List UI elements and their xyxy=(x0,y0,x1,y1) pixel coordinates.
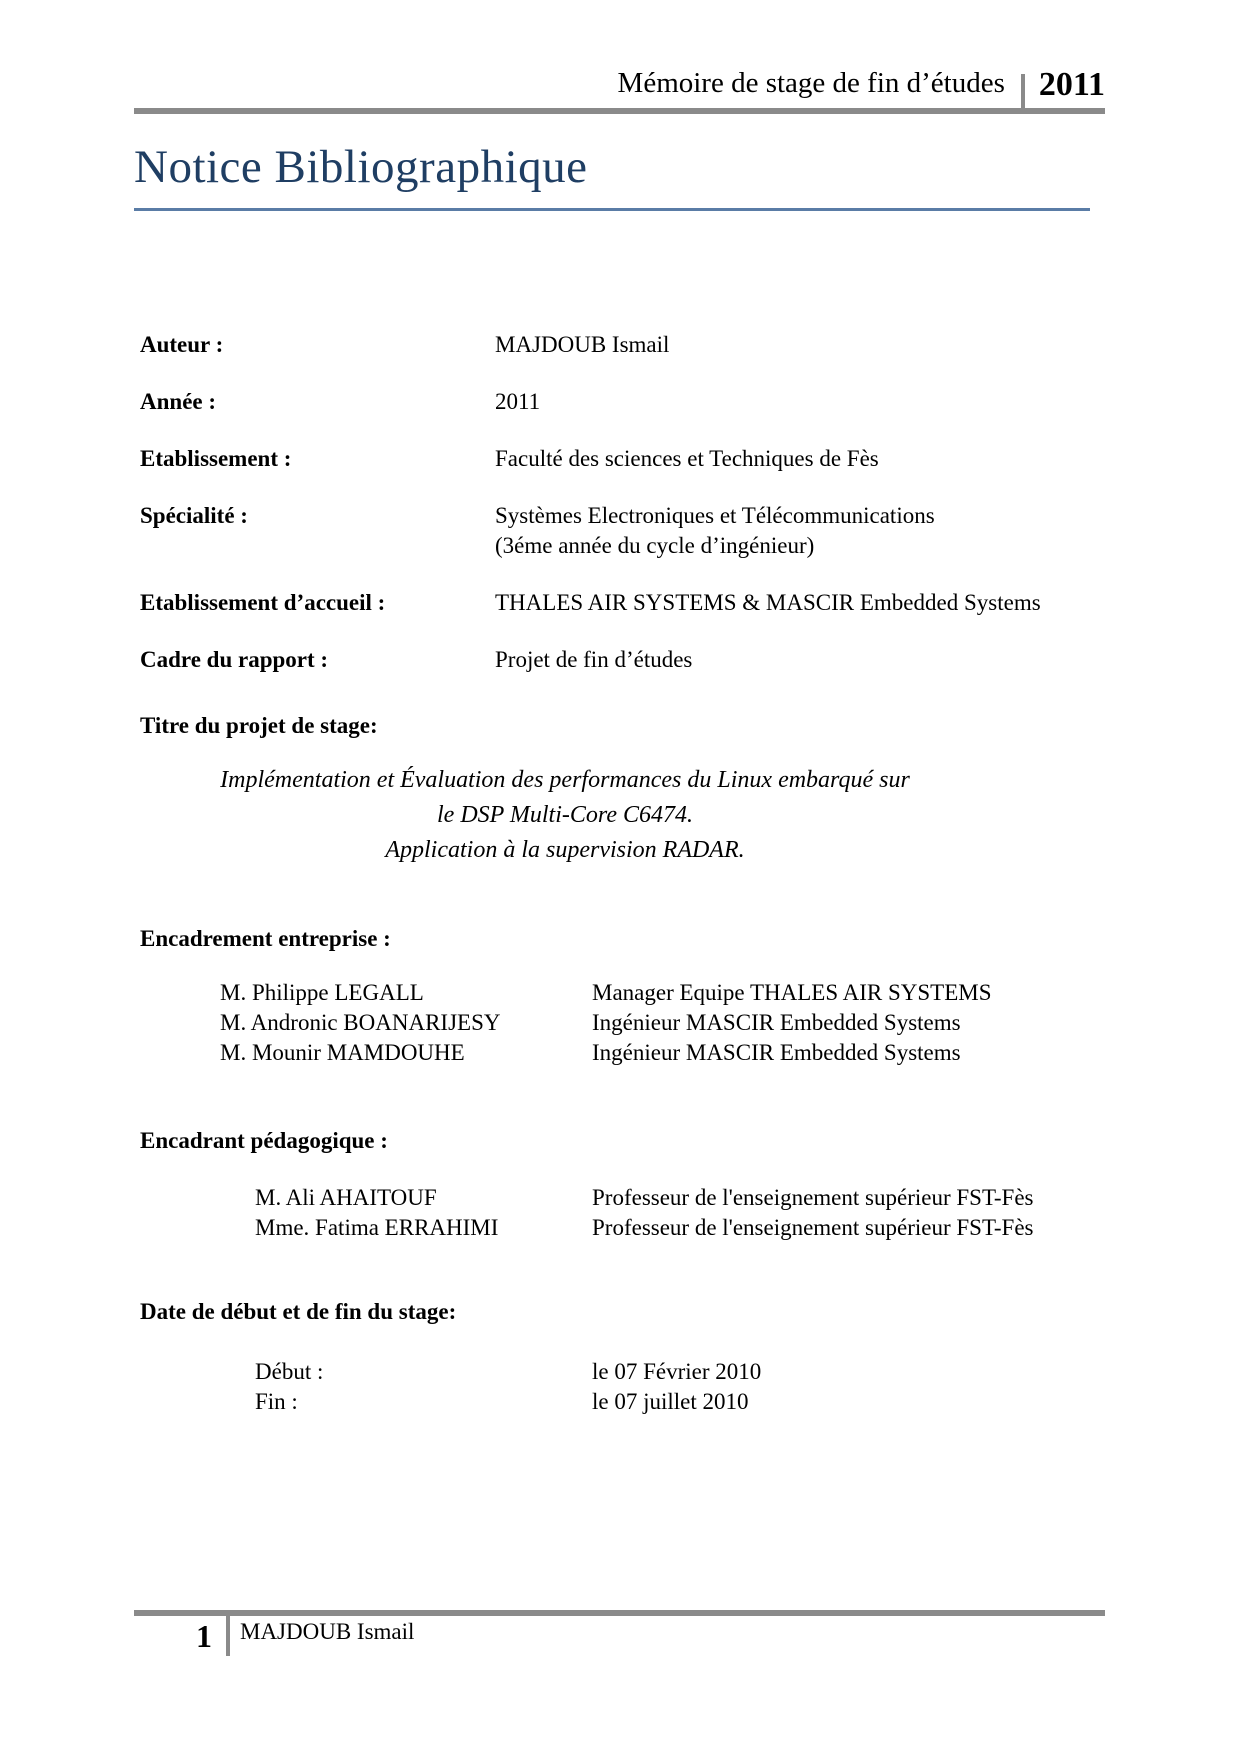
footer-author: MAJDOUB Ismail xyxy=(240,1619,415,1644)
field-row-specialite xyxy=(140,501,1110,561)
list-item xyxy=(140,1213,1110,1243)
project-title-line: le DSP Multi-Core C6474. xyxy=(437,802,693,828)
person-name: M. Mounir MAMDOUHE xyxy=(220,1040,465,1065)
field-label: Etablissement : xyxy=(140,446,292,471)
header-rule xyxy=(134,108,1105,114)
academic-supervisors-list xyxy=(140,1183,1110,1243)
section-label-academic-supervision: Encadrant pédagogique : xyxy=(140,1128,388,1153)
page-title: Notice Bibliographique xyxy=(134,141,588,193)
page-header xyxy=(134,0,1105,114)
section-label-dates: Date de début et de fin du stage: xyxy=(140,1299,457,1324)
list-item xyxy=(140,1008,1110,1038)
field-row-etablissement xyxy=(140,444,1110,474)
field-value-line2: (3éme année du cycle d’ingénieur) xyxy=(495,533,815,558)
list-item xyxy=(140,1038,1110,1068)
project-title-line: Application à la supervision RADAR. xyxy=(385,837,745,863)
field-value: 2011 xyxy=(495,389,541,414)
person-name: M. Andronic BOANARIJESY xyxy=(220,1010,501,1035)
field-label: Spécialité : xyxy=(140,503,248,528)
company-supervisors-list xyxy=(140,978,1110,1068)
main-content xyxy=(140,330,1110,1417)
person-role: Professeur de l'enseignement supérieur FST-Fès xyxy=(592,1215,1034,1240)
date-value: le 07 Février 2010 xyxy=(592,1359,762,1384)
date-label: Fin : xyxy=(255,1389,298,1414)
dates-list xyxy=(140,1357,1110,1417)
field-value: THALES AIR SYSTEMS & MASCIR Embedded Systems xyxy=(495,590,1041,615)
field-value: Faculté des sciences et Techniques de Fès xyxy=(495,446,879,471)
person-name: M. Ali AHAITOUF xyxy=(255,1185,437,1210)
field-label: Auteur : xyxy=(140,332,224,357)
header-line xyxy=(134,0,1105,108)
date-label: Début : xyxy=(255,1359,324,1384)
page-footer xyxy=(134,1610,1105,1656)
header-year: 2011 xyxy=(1038,66,1105,103)
field-value xyxy=(495,501,935,561)
footer-separator-bar xyxy=(226,1616,230,1656)
list-item xyxy=(140,1387,1110,1417)
person-role: Ingénieur MASCIR Embedded Systems xyxy=(592,1010,961,1035)
project-title xyxy=(140,763,990,868)
list-item xyxy=(140,1357,1110,1387)
footer-line xyxy=(134,1616,1105,1656)
header-separator-bar xyxy=(1021,74,1025,108)
date-value: le 07 juillet 2010 xyxy=(592,1389,749,1414)
field-row-annee xyxy=(140,387,1110,417)
header-title: Mémoire de stage de fin d’études xyxy=(617,67,1005,100)
list-item xyxy=(140,1183,1110,1213)
doc-title-block xyxy=(134,140,1090,211)
field-value: MAJDOUB Ismail xyxy=(495,332,670,357)
field-value-line1: Systèmes Electroniques et Télécommunications xyxy=(495,503,935,528)
field-value: Projet de fin d’études xyxy=(495,647,693,672)
field-row-auteur xyxy=(140,330,1110,360)
section-label-company-supervision: Encadrement entreprise : xyxy=(140,926,391,951)
person-role: Ingénieur MASCIR Embedded Systems xyxy=(592,1040,961,1065)
person-name: M. Philippe LEGALL xyxy=(220,980,424,1005)
section-label-project-title: Titre du projet de stage: xyxy=(140,713,378,738)
person-name: Mme. Fatima ERRAHIMI xyxy=(255,1215,499,1240)
field-label: Cadre du rapport : xyxy=(140,647,329,672)
page-number: 1 xyxy=(196,1618,212,1654)
field-label: Etablissement d’accueil : xyxy=(140,590,386,615)
list-item xyxy=(140,978,1110,1008)
field-row-cadre-rapport xyxy=(140,645,1110,675)
person-role: Manager Equipe THALES AIR SYSTEMS xyxy=(592,980,992,1005)
person-role: Professeur de l'enseignement supérieur FST-Fès xyxy=(592,1185,1034,1210)
project-title-line: Implémentation et Évaluation des performances du Linux embarqué sur xyxy=(220,767,910,793)
field-label: Année : xyxy=(140,389,217,414)
field-row-etablissement-accueil xyxy=(140,588,1110,618)
